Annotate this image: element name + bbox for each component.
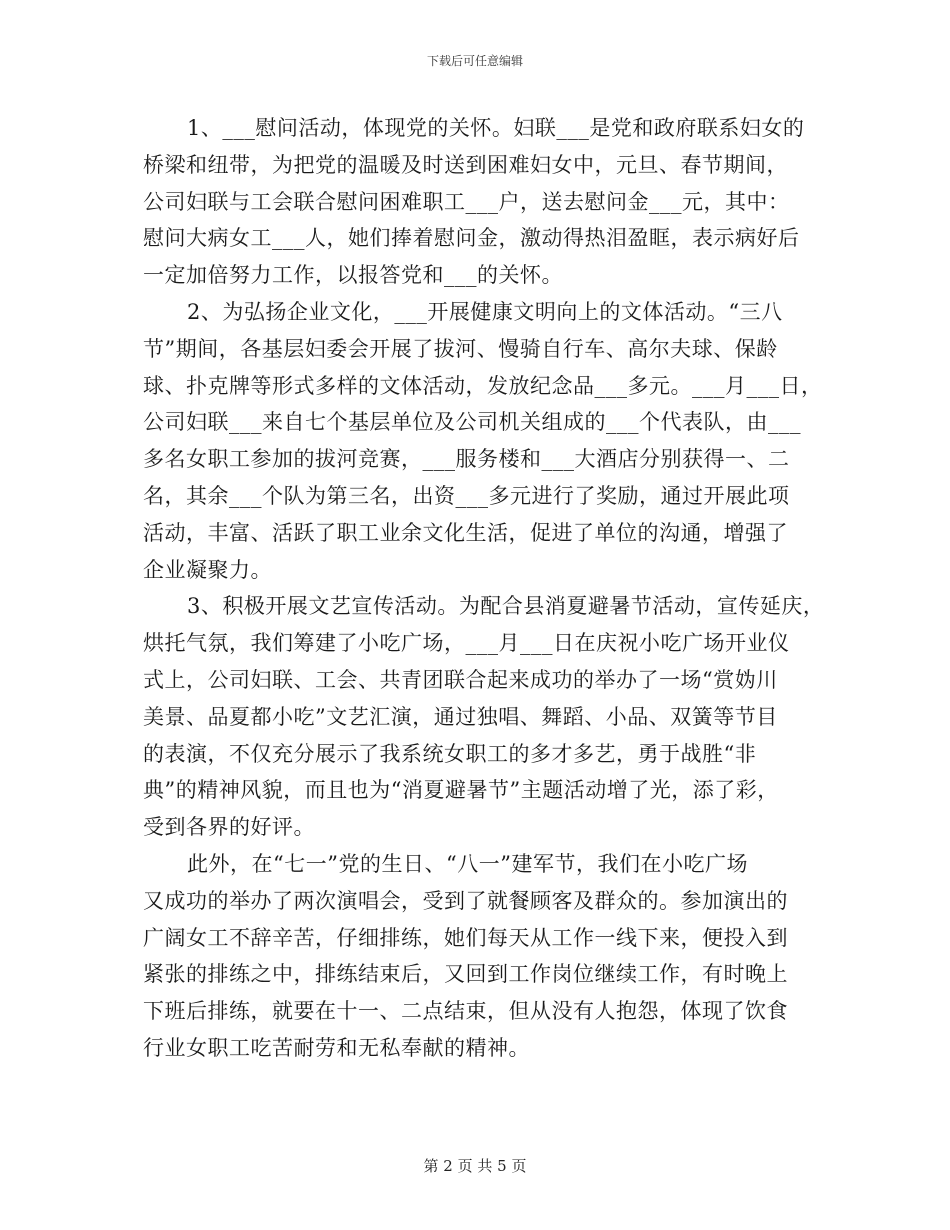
- paragraph-line: 式上，公司妇联、工会、共青团联合起来成功的举办了一场“赏妫川: [143, 667, 778, 692]
- paragraph-line: 3、积极开展文艺宣传活动。为配合县消夏避暑节活动，宣传延庆，: [187, 594, 825, 619]
- paragraph-line: 活动，丰富、活跃了职工业余文化生活，促进了单位的沟通，增强了: [143, 520, 788, 545]
- paragraph-line: 行业女职工吃苦耐劳和无私奉献的精神。: [143, 1035, 530, 1060]
- paragraph-line: 节”期间，各基层妇委会开展了拔河、慢骑自行车、高尔夫球、保龄: [143, 336, 778, 361]
- paragraph-line: 球、扑克牌等形式多样的文体活动，发放纪念品___多元。___月___日，: [143, 373, 823, 398]
- paragraph-line: 紧张的排练之中，排练结束后，又回到工作岗位继续工作，有时晚上: [143, 962, 788, 987]
- paragraph-line: 此外，在“七一”党的生日、“八一”建军节，我们在小吃广场: [187, 851, 748, 876]
- paragraph-concerts: [143, 846, 815, 1067]
- paragraph-art-promotion: [143, 588, 825, 846]
- paragraph-line: 一定加倍努力工作，以报答党和___的关怀。: [143, 263, 563, 288]
- paragraph-line: 名，其余___个队为第三名，出资___多元进行了奖励，通过开展此项: [143, 483, 790, 508]
- paragraph-line: 慰问大病女工___人，她们捧着慰问金，激动得热泪盈眶，表示病好后: [143, 226, 800, 251]
- document-body: [143, 110, 825, 1067]
- paragraph-culture-sports: [143, 294, 823, 588]
- paragraph-line: 1、___慰问活动，体现党的关怀。妇联___是党和政府联系妇女的: [187, 116, 805, 140]
- paragraph-line: 公司妇联与工会联合慰问困难职工___户，送去慰问金___元，其中：: [143, 189, 790, 214]
- paragraph-line: 又成功的举办了两次演唱会，受到了就餐顾客及群众的。参加演出的: [143, 888, 788, 913]
- paragraph-line: 烘托气氛，我们筹建了小吃广场，___月___日在庆祝小吃广场开业仪: [143, 631, 790, 656]
- paragraph-line: 受到各界的好评。: [143, 815, 315, 840]
- page-header-note: 下载后可任意编辑: [426, 54, 523, 68]
- paragraph-line: 桥梁和纽带，为把党的温暖及时送到困难妇女中，元旦、春节期间，: [143, 152, 788, 177]
- paragraph-line: 2、为弘扬企业文化，___开展健康文明向上的文体活动。“三八: [187, 299, 783, 324]
- page-number: 第 2 页 共 5 页: [423, 1157, 527, 1175]
- paragraph-line: 下班后排练，就要在十一、二点结束，但从没有人抱怨，体现了饮食: [143, 999, 788, 1024]
- paragraph-condolence-activities: [143, 110, 815, 294]
- paragraph-line: 企业凝聚力。: [143, 557, 272, 582]
- paragraph-line: 多名女职工参加的拔河竞赛，___服务楼和___大酒店分别获得一、二: [143, 447, 790, 472]
- paragraph-line: 美景、品夏都小吃”文艺汇演，通过独唱、舞蹈、小品、双簧等节目: [143, 704, 778, 729]
- paragraph-line: 公司妇联___来自七个基层单位及公司机关组成的___个代表队，由___: [143, 410, 801, 435]
- paragraph-line: 的表演，不仅充分展示了我系统女职工的多才多艺，勇于战胜“非: [143, 741, 757, 766]
- paragraph-line: 典”的精神风貌，而且也为“消夏避暑节”主题活动增了光，添了彩，: [143, 778, 779, 803]
- paragraph-line: 广阔女工不辞辛苦，仔细排练，她们每天从工作一线下来，便投入到: [143, 925, 788, 950]
